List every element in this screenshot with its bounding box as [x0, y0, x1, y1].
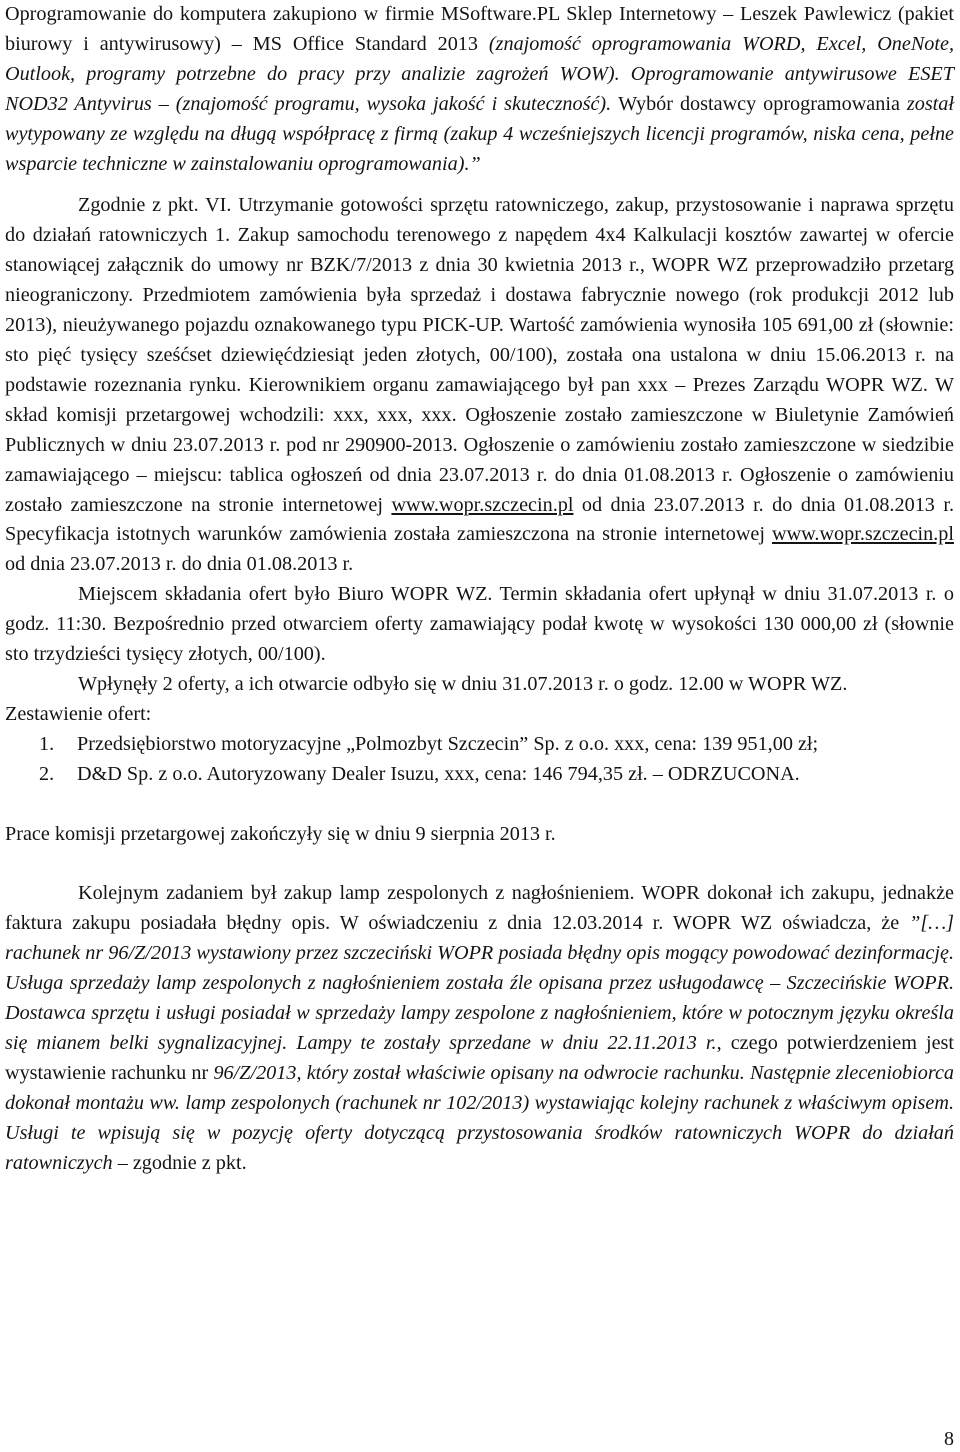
text-span: – zgodnie z pkt. — [112, 1151, 247, 1174]
paragraph-commission-end: Prace komisji przetargowej zakończyły się w dniu 9 sierpnia 2013 r. — [5, 822, 556, 845]
offer-item — [39, 730, 954, 760]
italic-quote: 96/Z/2013, który został właściwie opisany na odwrocie rachunku. Następnie zleceniobiorca dokonał montażu ww. lamp zespolonych (rachunek nr 102/2013) wystawiając kolejny rachunek z właściwym opisem. Usługi te wpisują się w pozycję oferty dotyczącą przystosowania środków ratowniczych WOPR do działań ratowniczych — [5, 1061, 954, 1174]
link-wopr-website[interactable]: www.wopr.szczecin.pl — [391, 493, 574, 516]
offer-text: Przedsiębiorstwo motoryzacyjne „Polmozbyt Szczecin” Sp. z o.o. xxx, cena: 139 951,00 zł; — [77, 732, 819, 755]
page-number: 8 — [944, 1428, 954, 1450]
text-span: Oprogramowanie do komputera zakupiono w firmie MSoftware.PL Sklep Internetowy – Leszek Pawlewicz (pakiet biurowy i antywirusowy) – MS Office Standard 2013 — [5, 3, 954, 55]
paragraph-software — [5, 0, 954, 179]
text-span: Wybór dostawcy oprogramowania — [618, 92, 907, 115]
offers-heading: Zestawienie ofert: — [5, 702, 152, 725]
text-span: Kolejnym zadaniem był zakup lamp zespolonych z nagłośnieniem. WOPR dokonał ich zakupu, jednakże faktura zakupu posiadała błędny opis. W oświadczeniu z dnia 12.03.2014 r. WOPR WZ oświadcza, że — [5, 882, 954, 935]
offer-number: 1. — [39, 732, 55, 755]
text-span: Zgodnie z pkt. VI. Utrzymanie gotowości sprzętu ratowniczego, zakup, przystosowanie i naprawa sprzętu do działań ratowniczych 1. Zakup samochodu terenowego z napędem 4x4 Kalkulacji kosztów zawartej w ofercie stanowiącej załącznik do umowy nr BZK/7/2013 z dnia 30 kwietnia 2013 r., WOPR WZ przeprowadziło przetarg nieograniczony. Przedmiotem zamówienia była sprzedaż i dostawa fabrycznie nowego (rok produkcji 2012 lub 2013), nieużywanego pojazdu oznakowanego typu PICK-UP. Wartość zamówienia wynosiła 105 691,00 zł (słownie: sto pięć tysięcy sześćset dziewięćdziesiąt jeden złotych, 00/100), została ona ustalona w dniu 15.06.2013 r. na podstawie rozeznania rynku. Kierownikiem organu zamawiającego był pan xxx – Prezes Zarządu WOPR WZ. W skład komisji przetargowej wchodzili: xxx, xxx, xxx. Ogłoszenie zostało zamieszczone w Biuletynie Zamówień Publicznych w dniu 23.07.2013 r. pod nr 290900-2013. Ogłoszenie o zamówieniu zostało zamieszczone w siedzibie zamawiającego – miejscu: tablica ogłoszeń od dnia 23.07.2013 r. do dnia 01.08.2013 r. Ogłoszenie o zamówieniu zostało zamieszczone na stronie internetowej — [5, 194, 954, 516]
link-wopr-website[interactable]: www.wopr.szczecin.pl — [771, 523, 954, 546]
text-span: , czego potwierdzeniem jest wystawienie rachunku nr — [5, 1032, 954, 1084]
italic-quote: (znajomość oprogramowania WORD, Excel, OneNote, Outlook, programy potrzebne do pracy przy analizie zagrożeń WOW). Oprogramowanie antywirusowe ESET NOD32 Antyvirus – (znajomość programu, wysoka jakość i skuteczność). — [5, 32, 955, 115]
italic-quote: ”[…] rachunek nr 96/Z/2013 wystawiony przez szczeciński WOPR posiada błędny opis mogący powodować dezinformację. Usługa sprzedaży lamp zespolonych z nagłośnieniem została źle opisana przez usługodawcę – Szczecińskie WOPR. Dostawca sprzętu i usługi posiadał w sprzedaży lampy zespolone z nagłośnieniem, które w potocznym języku określa się mianem belki sygnalizacyjnej. Lampy te zostały sprzedane w dniu 22.11.2013 r. — [5, 912, 954, 1054]
paragraph-lamps-purchase — [5, 879, 954, 1178]
offer-item — [39, 760, 954, 790]
paragraph-offer-opening: Wpłynęły 2 oferty, a ich otwarcie odbyło się w dniu 31.07.2013 r. o godz. 12.00 w WOPR WZ. — [78, 672, 848, 695]
text-span: od dnia 23.07.2013 r. do dnia 01.08.2013 r. — [5, 553, 354, 576]
paragraph-offer-submission: Miejscem składania ofert było Biuro WOPR WZ. Termin składania ofert upłynął w dniu 31.07.2013 r. o godz. 11:30. Bezpośrednio przed otwarciem oferty zamawiający podał kwotę w wysokości 130 000,00 zł (słownie sto trzydzieści tysięcy złotych, 00/100). — [5, 583, 954, 666]
offer-text: D&D Sp. z o.o. Autoryzowany Dealer Isuzu, xxx, cena: 146 794,35 zł. – ODRZUCONA. — [77, 762, 800, 785]
offers-list — [5, 730, 954, 790]
paragraph-vehicle-tender — [5, 191, 954, 580]
offer-number: 2. — [39, 762, 55, 785]
text-span: od dnia 23.07.2013 r. do dnia 01.08.2013 r. Specyfikacja istotnych warunków zamówienia została zamieszczona na stronie internetowej — [5, 493, 954, 546]
italic-quote: został wytypowany ze względu na długą współpracę z firmą (zakup 4 wcześniejszych licencji programów, niska cena, pełne wsparcie techniczne w zainstalowaniu oprogramowania).” — [5, 92, 954, 175]
